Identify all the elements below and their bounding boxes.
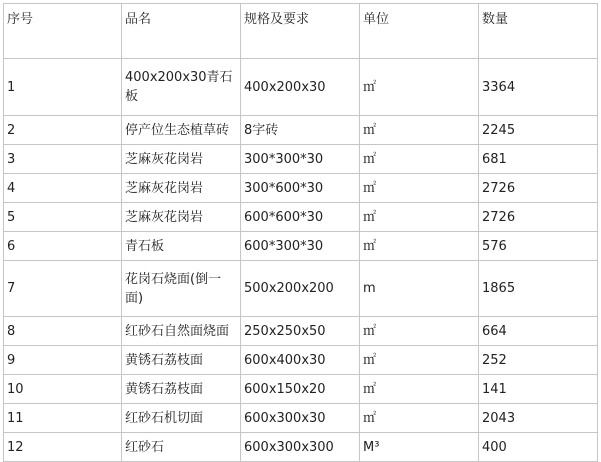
header-row bbox=[4, 4, 598, 59]
row-quantity: 400 bbox=[479, 433, 598, 462]
row-quantity: 2245 bbox=[479, 116, 598, 145]
row-unit: ㎡ bbox=[360, 59, 479, 116]
row-name: 青石板 bbox=[122, 232, 241, 261]
row-quantity: 252 bbox=[479, 346, 598, 375]
row-spec: 600*300*30 bbox=[241, 232, 360, 261]
table-row bbox=[4, 375, 598, 404]
table-row bbox=[4, 346, 598, 375]
row-name: 黄锈石荔枝面 bbox=[122, 375, 241, 404]
row-unit: ㎡ bbox=[360, 145, 479, 174]
row-quantity: 2043 bbox=[479, 404, 598, 433]
row-index: 8 bbox=[4, 317, 122, 346]
row-name: 红砂石机切面 bbox=[122, 404, 241, 433]
row-unit: ㎡ bbox=[360, 232, 479, 261]
row-quantity: 141 bbox=[479, 375, 598, 404]
row-unit: ㎡ bbox=[360, 404, 479, 433]
row-spec: 250x250x50 bbox=[241, 317, 360, 346]
row-spec: 600x300x30 bbox=[241, 404, 360, 433]
table-row bbox=[4, 232, 598, 261]
row-name: 400x200x30青石板 bbox=[122, 59, 241, 116]
row-spec: 600x150x20 bbox=[241, 375, 360, 404]
row-name: 芝麻灰花岗岩 bbox=[122, 174, 241, 203]
header-cell-spec: 规格及要求 bbox=[241, 4, 360, 59]
header-cell-quantity: 数量 bbox=[479, 4, 598, 59]
row-index: 11 bbox=[4, 404, 122, 433]
row-index: 9 bbox=[4, 346, 122, 375]
table-row bbox=[4, 404, 598, 433]
row-index: 1 bbox=[4, 59, 122, 116]
row-name: 红砂石 bbox=[122, 433, 241, 462]
row-index: 10 bbox=[4, 375, 122, 404]
row-spec: 600*600*30 bbox=[241, 203, 360, 232]
row-name: 芝麻灰花岗岩 bbox=[122, 203, 241, 232]
row-quantity: 1865 bbox=[479, 261, 598, 317]
row-quantity: 681 bbox=[479, 145, 598, 174]
row-index: 7 bbox=[4, 261, 122, 317]
row-unit: ㎡ bbox=[360, 317, 479, 346]
row-index: 4 bbox=[4, 174, 122, 203]
row-index: 5 bbox=[4, 203, 122, 232]
row-index: 12 bbox=[4, 433, 122, 462]
materials-table bbox=[3, 3, 598, 462]
table-row bbox=[4, 145, 598, 174]
table-row bbox=[4, 59, 598, 116]
row-name: 花岗石烧面(倒一面) bbox=[122, 261, 241, 317]
row-unit: ㎡ bbox=[360, 375, 479, 404]
row-name: 红砂石自然面烧面 bbox=[122, 317, 241, 346]
header-cell-name: 品名 bbox=[122, 4, 241, 59]
row-unit: ㎡ bbox=[360, 174, 479, 203]
table-row bbox=[4, 433, 598, 462]
row-spec: 600x300x300 bbox=[241, 433, 360, 462]
table-row bbox=[4, 116, 598, 145]
row-quantity: 2726 bbox=[479, 174, 598, 203]
row-spec: 300*600*30 bbox=[241, 174, 360, 203]
row-name: 黄锈石荔枝面 bbox=[122, 346, 241, 375]
row-unit: ㎡ bbox=[360, 116, 479, 145]
row-spec: 600x400x30 bbox=[241, 346, 360, 375]
row-unit: M³ bbox=[360, 433, 479, 462]
header-cell-index: 序号 bbox=[4, 4, 122, 59]
row-unit: m bbox=[360, 261, 479, 317]
row-quantity: 664 bbox=[479, 317, 598, 346]
row-spec: 300*300*30 bbox=[241, 145, 360, 174]
table-row bbox=[4, 174, 598, 203]
row-unit: ㎡ bbox=[360, 346, 479, 375]
row-name: 停产位生态植草砖 bbox=[122, 116, 241, 145]
row-quantity: 3364 bbox=[479, 59, 598, 116]
header-cell-unit: 单位 bbox=[360, 4, 479, 59]
row-index: 3 bbox=[4, 145, 122, 174]
row-index: 2 bbox=[4, 116, 122, 145]
table-row bbox=[4, 317, 598, 346]
row-quantity: 2726 bbox=[479, 203, 598, 232]
table-row bbox=[4, 261, 598, 317]
row-name: 芝麻灰花岗岩 bbox=[122, 145, 241, 174]
row-unit: ㎡ bbox=[360, 203, 479, 232]
row-spec: 400x200x30 bbox=[241, 59, 360, 116]
table-row bbox=[4, 203, 598, 232]
row-spec: 8字砖 bbox=[241, 116, 360, 145]
row-index: 6 bbox=[4, 232, 122, 261]
row-spec: 500x200x200 bbox=[241, 261, 360, 317]
row-quantity: 576 bbox=[479, 232, 598, 261]
